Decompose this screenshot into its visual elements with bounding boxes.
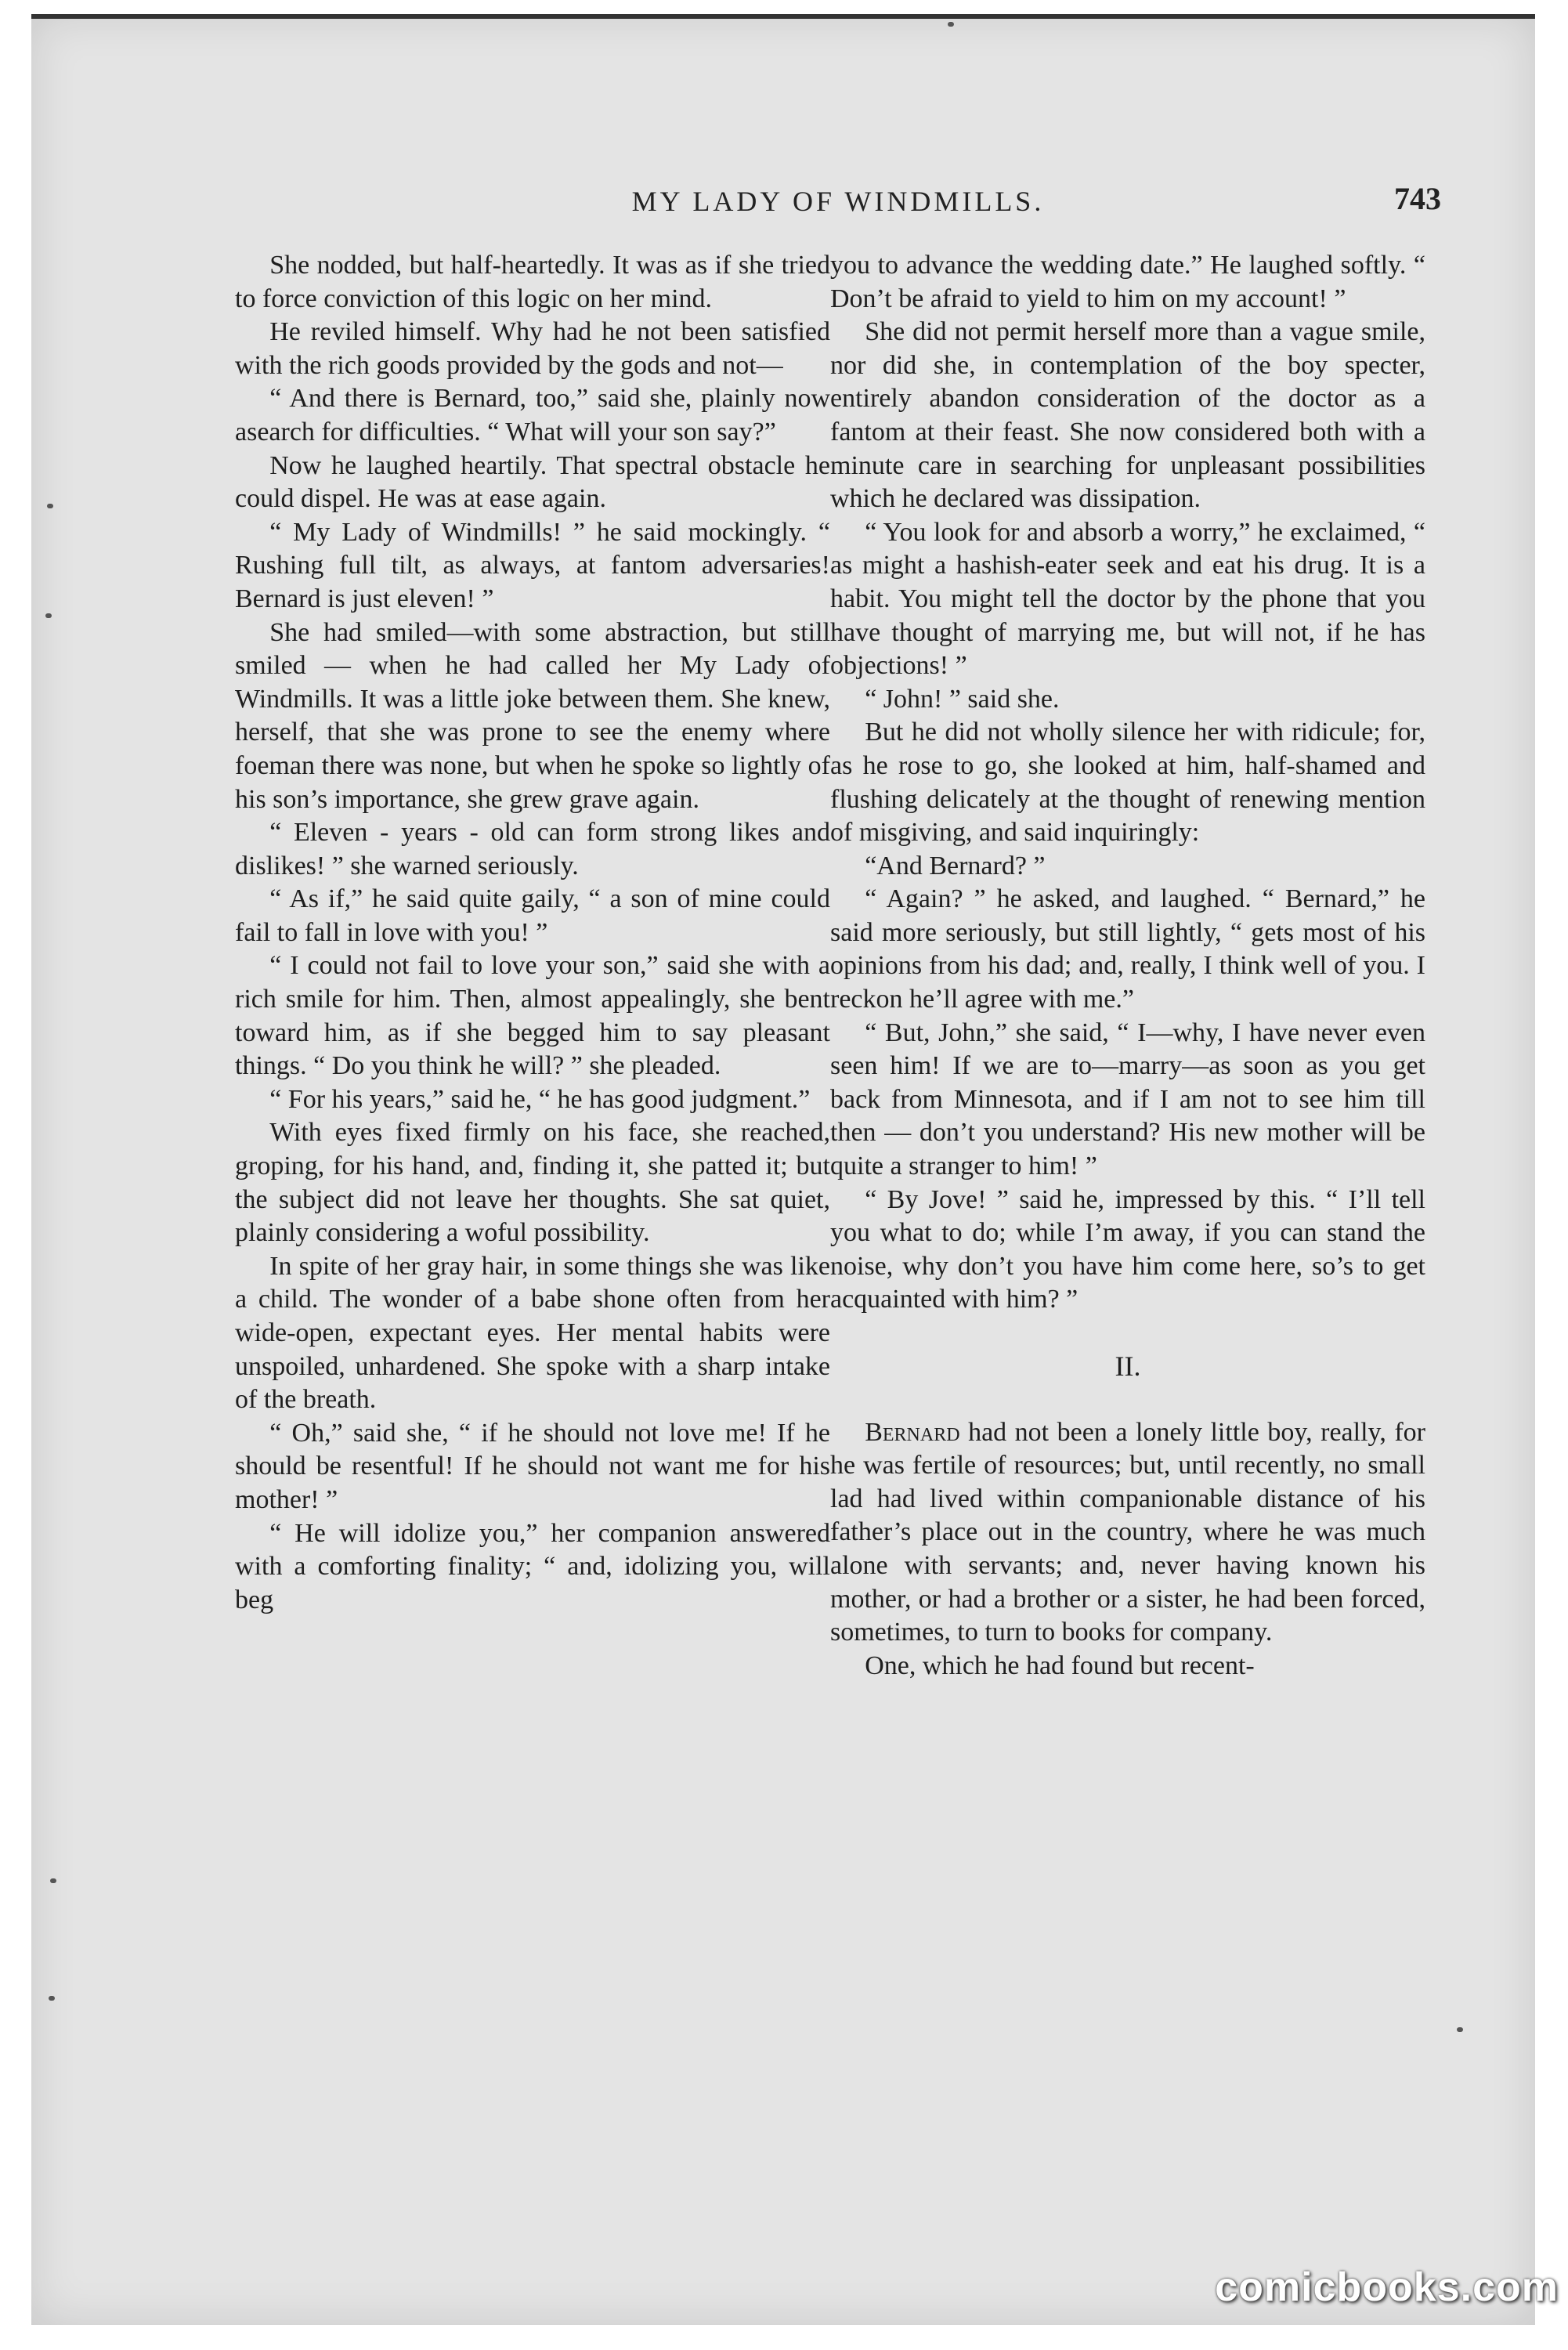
- paragraph: But he did not wholly silence her with ridicule; for, as he rose to go, she looked at him, half-shamed and flushing delicately at the thought of renewing mention of misgiving, and said inquiringly:: [830, 718, 1425, 848]
- magazine-page: [31, 14, 1535, 2325]
- section-heading: II.: [1115, 1350, 1141, 1382]
- paragraph: She did not permit herself more than a vague smile, nor did she, in contemplation of the boy specter, entirely abandon consideration of the doctor as a fantom at their feast. She now considered both with a minute care in searching for unpleasant possibilities which he declared was dissipation.: [830, 317, 1425, 514]
- paragraph: “ For his years,” said he, “ he has good judgment.”: [269, 1084, 811, 1114]
- paragraph: “ John! ” said she.: [865, 684, 1060, 714]
- page-number: 743: [1394, 181, 1441, 216]
- paragraph: He reviled himself. Why had he not been satisfied with the rich goods provided by the gods and not—: [235, 317, 830, 380]
- paragraph: “ He will idolize you,” her companion answered with a comforting finality; “ and, idolizing you, will beg: [235, 1518, 830, 1614]
- left-column: [235, 249, 830, 1617]
- paragraph: you to advance the wedding date.” He laughed softly. “ Don’t be afraid to yield to him on my account! ”: [830, 251, 1425, 313]
- paragraph: “ I could not fail to love your son,” said she with a rich smile for him. Then, almost appealingly, she bent toward him, as if she begged him to say pleasant things. “ Do you think he will? ” she pleaded.: [235, 951, 830, 1081]
- drop-word: Bernard: [865, 1417, 960, 1447]
- paragraph: “ My Lady of Windmills! ” he said mockingly. “ Rushing full tilt, as always, at fantom adversaries! Bernard is just eleven! ”: [235, 517, 830, 613]
- paragraph: “ You look for and absorb a worry,” he exclaimed, “ as might a hashish-eater seek and eat his drug. It is a habit. You might tell the doctor by the phone that you have thought of marrying me, but will not, if he has objections! ”: [830, 517, 1425, 681]
- paragraph: “ Again? ” he asked, and laughed. “ Bernard,” he said more seriously, but still lightly, “ gets most of his opinions from his dad; and, really, I think well of you. I reckon he’ll agree with me.”: [830, 884, 1425, 1014]
- paragraph: Now he laughed heartily. That spectral obstacle he could dispel. He was at ease again.: [235, 450, 830, 514]
- paragraph: One, which he had found but recent-: [865, 1650, 1255, 1680]
- paragraph: “ By Jove! ” said he, impressed by this. “ I’ll tell you what to do; while I’m away, if you can stand the noise, why don’t you have him come here, so’s to get acquainted with him? ”: [830, 1184, 1425, 1314]
- paragraph-text: had not been a lonely little boy, really, for he was fertile of resources; but, until recently, no small lad had lived within companionable distance of his father’s place out in the country, where he was much alone with servants; and, never having known his mother, or had a brother or a sister, he had been forced, sometimes, to turn to books for company.: [830, 1417, 1425, 1647]
- paragraph: She nodded, but half-heartedly. It was as if she tried to force conviction of this logic on her mind.: [235, 251, 830, 313]
- paragraph: “ As if,” he said quite gaily, “ a son of mine could fail to fall in love with you! ”: [235, 884, 830, 947]
- paragraph: In spite of her gray hair, in some things she was like a child. The wonder of a babe shone often from her wide-open, expectant eyes. Her mental habits were unspoiled, unhardened. She spoke with a sharp intake of the breath.: [235, 1251, 830, 1415]
- paragraph: “ Eleven - years - old can form strong likes and dislikes! ” she warned seriously.: [235, 818, 830, 880]
- right-column: [830, 249, 1425, 1683]
- running-title: MY LADY OF WINDMILLS.: [631, 186, 1045, 217]
- paragraph: With eyes fixed firmly on his face, she reached, groping, for his hand, and, finding it, she patted it; but the subject did not leave her thoughts. She sat quiet, plainly considering a woful possibility.: [235, 1118, 830, 1248]
- paragraph: “ Oh,” said she, “ if he should not love me! If he should be resentful! If he should not want me for his mother! ”: [235, 1418, 830, 1514]
- paragraph: “ And there is Bernard, too,” said she, plainly now asearch for difficulties. “ What will your son say?”: [235, 384, 830, 446]
- watermark-logo: comicbooks.com: [1215, 2265, 1559, 2310]
- section-first-paragraph: [830, 1416, 1425, 1650]
- paragraph: “ But, John,” she said, “ I—why, I have never even seen him! If we are to—marry—as soon as you get back from Minnesota, and if I am not to see him till then — don’t you understand? His new mother will be quite a stranger to him! ”: [830, 1018, 1425, 1181]
- paragraph: “And Bernard? ”: [865, 851, 1046, 880]
- top-edge-rule: [31, 14, 1535, 19]
- paragraph: She had smiled—with some abstraction, but still smiled — when he had called her My Lady of Windmills. It was a little joke between them. She knew, herself, that she was prone to see the enemy where foeman there was none, but when he spoke so lightly of his son’s importance, she grew grave again.: [235, 617, 830, 814]
